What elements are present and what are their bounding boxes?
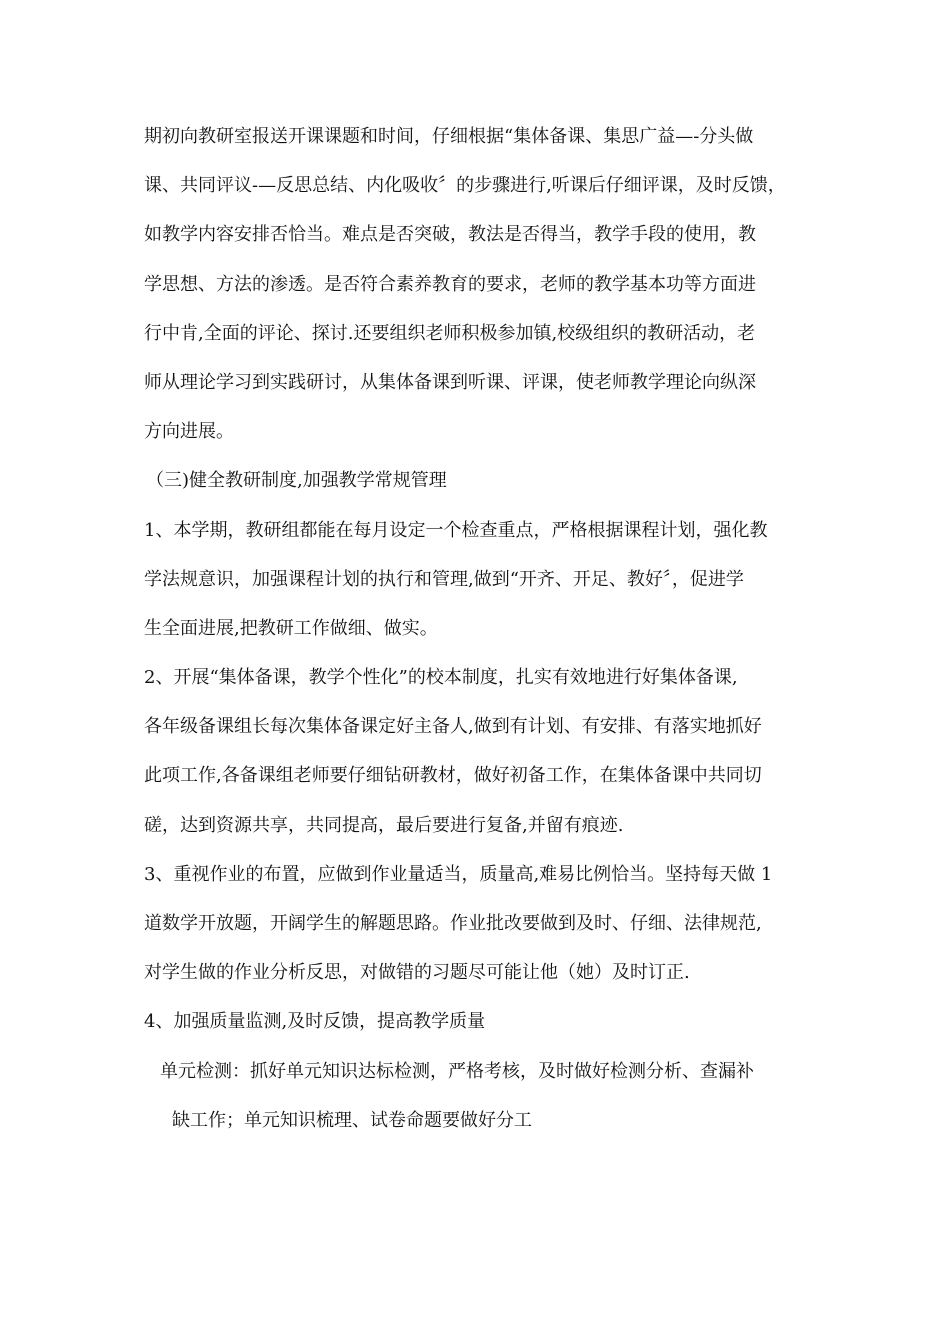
paragraph-line: 师从理论学习到实践研讨，从集体备课到听课、评课，使老师教学理论向纵深 [144,371,756,393]
list-item-line: 各年级备课组长每次集体备课定好主备人,做到有计划、有安排、有落实地抓好 [144,716,762,738]
list-item-line: 1、本学期，教研组都能在每月设定一个检查重点，严格根据课程计划，强化教 [144,519,768,541]
document-body [144,112,814,1145]
paragraph-line: 行中肯,全面的评论、探讨.还要组织老师积极参加镇,校级组织的教研活动，老 [144,322,756,344]
paragraph-line: 课、共同评议-—反思总结、内化吸收〞的步骤进行,听课后仔细评课，及时反馈， [144,175,786,197]
list-item-line: 对学生做的作业分析反思，对做错的习题尽可能让他（她）及时订正. [144,962,690,984]
sub-paragraph-line: 单元检测：抓好单元知识达标检测，严格考核，及时做好检测分析、查漏补 [160,1060,754,1082]
paragraph-line: 方向进展。 [144,421,234,443]
list-item-line: 磋，达到资源共享，共同提高，最后要进行复备,并留有痕迹. [144,814,624,836]
list-item-line: 此项工作,各备课组老师要仔细钻研教材，做好初备工作，在集体备课中共同切 [144,765,762,787]
list-item-line: 2、开展“集体备课，教学个性化”的校本制度，扎实有效地进行好集体备课, [144,667,738,689]
list-item-line: 学法规意识，加强课程计划的执行和管理,做到“开齐、开足、教好〞，促进学 [144,568,744,590]
paragraph-line: 如教学内容安排否恰当。难点是否突破，教法是否得当，教学手段的使用，教 [144,224,756,246]
list-item-line: 道数学开放题，开阔学生的解题思路。作业批改要做到及时、仔细、法律规范, [144,913,762,934]
list-item-line: 3、重视作业的布置，应做到作业量适当，质量高,难易比例恰当。坚持每天做 1 [144,863,773,885]
sub-paragraph-line: 缺工作；单元知识梳理、试卷命题要做好分工 [172,1109,532,1131]
paragraph-line: 学思想、方法的渗透。是否符合素养教育的要求，老师的教学基本功等方面进 [144,273,756,295]
paragraph-line: 期初向教研室报送开课课题和时间，仔细根据“集体备课、集思广益—-分头做 [144,126,754,147]
list-item-line: 4、加强质量监测,及时反馈，提高教学质量 [144,1011,486,1033]
list-item-line: 生全面进展,把教研工作做细、做实。 [144,617,438,639]
section-heading: （三)健全教研制度,加强教学常规管理 [146,470,447,492]
